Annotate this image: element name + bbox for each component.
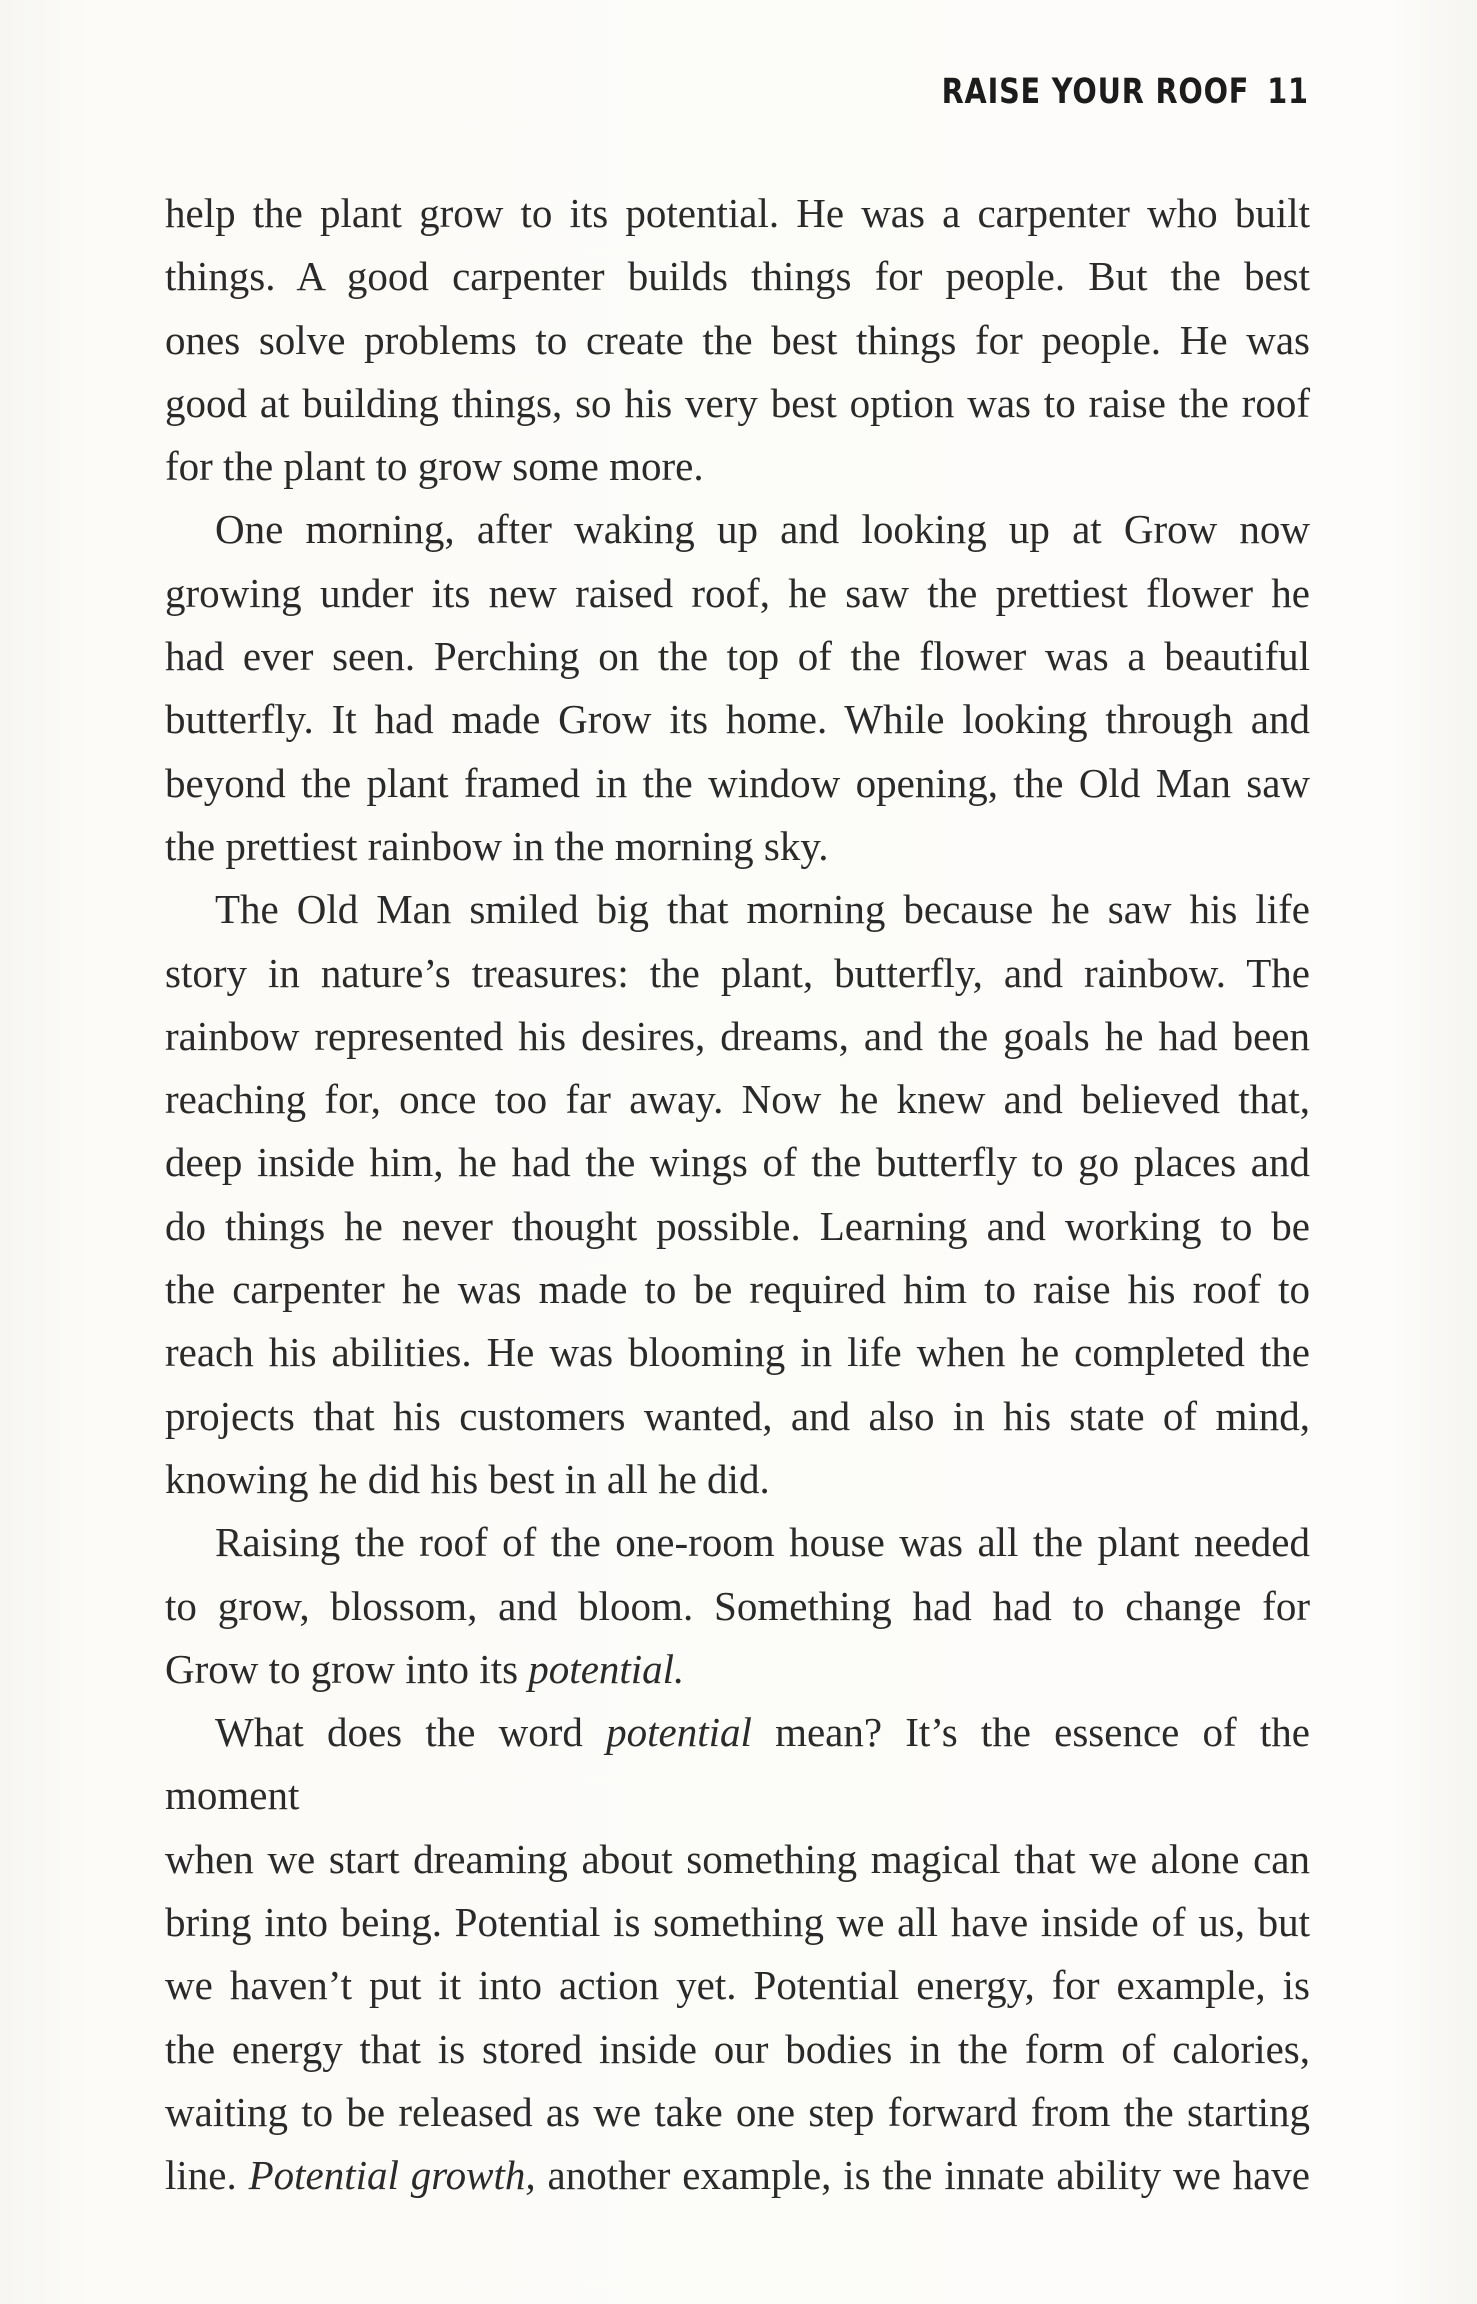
paragraph [165,1701,1310,2207]
text-line: One morning, after waking up and looking up at Grow now [215,506,1310,553]
text-line: reach his abilities. He was blooming in life when he completed the [165,1329,1310,1376]
text-line: when we start dreaming about something magical that we alone can [165,1835,1310,1882]
text-line: for the plant to grow some more. [165,443,704,490]
text-line [165,1701,1310,1828]
body-text [165,182,1310,2208]
text-line: we haven’t put it into action yet. Potential energy, for example, is [165,1962,1310,2009]
text-line: the energy that is stored inside our bodies in the form of calories, [165,2025,1310,2072]
text-run: mean? It’s the essence of the moment [165,1709,1310,1819]
text-line: to grow, blossom, and bloom. Something had had to change for [165,1582,1310,1629]
italic-term: Potential growth, [248,2152,536,2199]
text-line: had ever seen. Perching on the top of the flower was a beautiful [165,633,1310,680]
text-line: deep inside him, he had the wings of the butterfly to go places and [165,1139,1310,1186]
text-line: beyond the plant framed in the window opening, the Old Man saw [165,759,1310,806]
text-line: butterfly. It had made Grow its home. While looking through and [165,696,1310,743]
text-line: things. A good carpenter builds things for people. But the best [165,253,1310,300]
text-run: What does the word [215,1709,607,1756]
running-head [942,72,1309,112]
text-line: growing under its new raised roof, he saw the prettiest flower he [165,569,1310,616]
text-line: waiting to be released as we take one step forward from the starting [165,2088,1310,2135]
paragraph [165,1511,1310,1701]
text-line [165,2144,1310,2207]
text-run: line. [165,2152,249,2199]
page-number: 11 [1267,72,1309,112]
text-line: good at building things, so his very best option was to raise the roof [165,379,1310,426]
text-line: The Old Man smiled big that morning because he saw his life [215,886,1310,933]
text-line: Raising the roof of the one-room house was all the plant needed [215,1519,1310,1566]
paragraph [165,878,1310,1511]
text-line: help the plant grow to its potential. He was a carpenter who built [165,190,1310,236]
text-line: the carpenter he was made to be required him to raise his roof to [165,1266,1310,1313]
text-line: bring into being. Potential is something we all have inside of us, but [165,1899,1310,1946]
text-line: the prettiest rainbow in the morning sky. [165,822,829,869]
text-line: projects that his customers wanted, and also in his state of mind, [165,1392,1310,1439]
text-line [165,1638,1310,1701]
text-run: another example, is the innate ability we have [535,2152,1310,2199]
chapter-title: RAISE YOUR ROOF [941,72,1250,112]
italic-term: potential. [528,1645,685,1692]
text-line: do things he never thought possible. Learning and working to be [165,1202,1310,1249]
paragraph [165,498,1310,878]
text-line: story in nature’s treasures: the plant, butterfly, and rainbow. The [165,949,1310,996]
text-line: rainbow represented his desires, dreams, and the goals he had been [165,1012,1310,1059]
text-line: knowing he did his best in all he did. [165,1455,770,1502]
text-line: ones solve problems to create the best things for people. He was [165,316,1310,363]
paragraph [165,182,1310,498]
text-run: Grow to grow into its [165,1645,529,1692]
italic-term: potential [606,1709,752,1756]
text-line: reaching for, once too far away. Now he knew and believed that, [165,1076,1310,1123]
